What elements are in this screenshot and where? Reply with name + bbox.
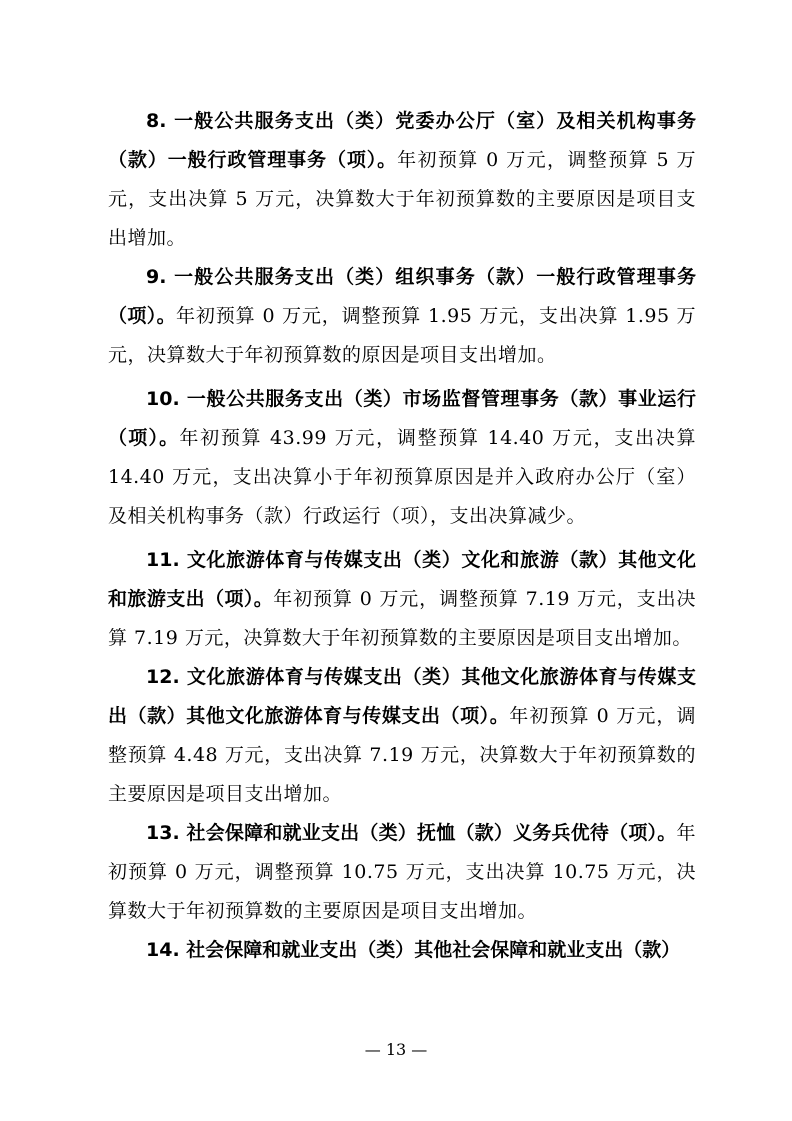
item-heading: 14. 社会保障和就业支出（类）其他社会保障和就业支出（款） [146, 939, 681, 961]
item-paragraph-11 [108, 541, 696, 658]
item-text: 年初预算 43.99 万元，调整预算 14.40 万元，支出决算 14.40 万元，支出决算小于年初预算原因是并入政府办公厅（室）及相关机构事务（款）行政运行（项），支出决算减少。 [108, 427, 696, 527]
item-heading: 8. 一般公共服务支出（类）党委办公厅（室）及相关机构事务（款）一般行政管理事务（项）。 [108, 110, 696, 171]
item-paragraph-8 [108, 102, 696, 258]
item-paragraph-10 [108, 380, 696, 536]
item-text: 年初预算 0 万元，调整预算 1.95 万元，支出决算 1.95 万元，决算数大于年初预算数的原因是项目支出增加。 [108, 305, 696, 366]
item-heading: 9. 一般公共服务支出（类）组织事务（款）一般行政管理事务（项）。 [108, 266, 696, 327]
document-body [108, 102, 696, 970]
item-paragraph-13 [108, 814, 696, 931]
item-text: 年初预算 0 万元，调整预算 7.19 万元，支出决算 7.19 万元，决算数大于年初预算数的主要原因是项目支出增加。 [108, 588, 696, 649]
item-heading: 11. 文化旅游体育与传媒支出（类）文化和旅游（款）其他文化和旅游支出（项）。 [108, 549, 696, 610]
item-text: 年初预算 0 万元，调整预算 5 万元，支出决算 5 万元，决算数大于年初预算数的主要原因是项目支出增加。 [108, 149, 696, 249]
item-heading: 13. 社会保障和就业支出（类）抚恤（款）义务兵优待（项）。 [146, 822, 677, 844]
item-heading: 10. 一般公共服务支出（类）市场监督管理事务（款）事业运行（项）。 [108, 388, 696, 449]
item-paragraph-14 [108, 931, 696, 970]
item-heading: 12. 文化旅游体育与传媒支出（类）其他文化旅游体育与传媒支出（款）其他文化旅游体育与传媒支出（项）。 [108, 666, 696, 727]
item-paragraph-9 [108, 258, 696, 375]
page-number: — 13 — [364, 1040, 428, 1059]
item-paragraph-12 [108, 658, 696, 814]
item-text: 年初预算 0 万元，调整预算 4.48 万元，支出决算 7.19 万元，决算数大于年初预算数的主要原因是项目支出增加。 [108, 705, 696, 805]
item-text: 年初预算 0 万元，调整预算 10.75 万元，支出决算 10.75 万元，决算数大于年初预算数的主要原因是项目支出增加。 [108, 822, 696, 922]
